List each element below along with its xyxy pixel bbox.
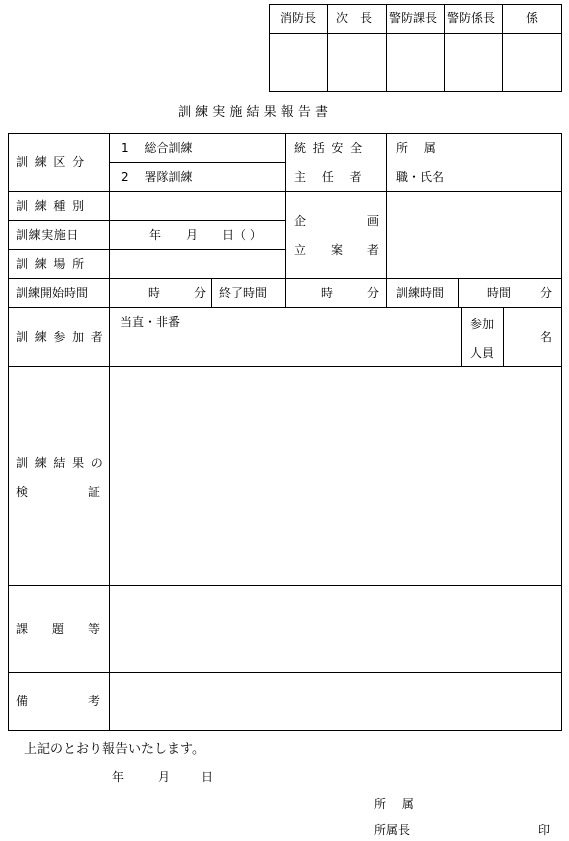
duration-minute-unit: 分 xyxy=(540,286,553,300)
remarks-field[interactable] xyxy=(110,673,561,730)
headcount-unit: 名 xyxy=(540,330,553,344)
footer-affiliation-label: 所 属 xyxy=(374,797,414,811)
approval-header-staff: 係 xyxy=(526,11,539,25)
stamp-cell-section-chief[interactable] xyxy=(387,34,444,91)
document-title: 訓 練 実 施 結 果 報 告 書 xyxy=(178,105,329,120)
start-time-minute-unit: 分 xyxy=(194,286,207,300)
issues-label-c: 等 xyxy=(88,622,101,636)
approval-header-fire-chief: 消防長 xyxy=(280,11,317,25)
verification-field[interactable] xyxy=(110,367,561,585)
training-location-label: 訓 練 場 所 xyxy=(16,257,86,271)
stamp-cell-unit-chief[interactable] xyxy=(445,34,502,91)
issues-field[interactable] xyxy=(110,586,561,672)
training-date-label: 訓練実施日 xyxy=(16,228,80,242)
training-type-field[interactable] xyxy=(110,192,285,220)
approval-header-deputy-chief: 次 長 xyxy=(336,11,373,25)
start-time-label: 訓練開始時間 xyxy=(16,286,89,300)
participants-value[interactable]: 当直・非番 xyxy=(120,315,181,329)
training-type-label: 訓 練 種 別 xyxy=(16,199,86,213)
issues-label-b: 題 xyxy=(52,622,65,636)
stamp-cell-deputy-chief[interactable] xyxy=(328,34,386,91)
training-date-day: 日（ ） xyxy=(222,228,262,242)
verification-label-line2b: 証 xyxy=(88,485,101,499)
start-time-hour-unit: 時 xyxy=(148,286,161,300)
safety-officer-label-line1: 統 括 安 全 xyxy=(294,141,364,155)
training-category-option-station[interactable]: 2 署隊訓練 xyxy=(121,170,193,184)
seal-mark[interactable]: 印 xyxy=(538,823,551,837)
headcount-label-line2: 人員 xyxy=(470,346,495,360)
remarks-label-a: 備 xyxy=(16,694,29,708)
duration-label: 訓練時間 xyxy=(396,286,445,300)
approval-header-section-chief: 警防課長 xyxy=(389,11,438,25)
headcount-label-line1: 参加 xyxy=(470,317,495,331)
training-category-option-general[interactable]: 1 総合訓練 xyxy=(121,141,193,155)
report-date-month: 月 xyxy=(158,770,171,784)
remarks-label-b: 考 xyxy=(88,694,101,708)
training-location-field[interactable] xyxy=(110,250,285,278)
position-name-label: 職・氏名 xyxy=(396,170,445,184)
planner-label-kikaku-2: 画 xyxy=(367,214,380,228)
report-date-year: 年 xyxy=(112,770,125,784)
training-date-month: 月 xyxy=(186,228,199,242)
training-category-label: 訓 練 区 分 xyxy=(16,155,86,169)
duration-hour-unit: 時間 xyxy=(487,286,512,300)
safety-officer-label-line2: 主 任 者 xyxy=(294,170,362,184)
planner-field[interactable] xyxy=(387,192,561,278)
affiliation-label: 所 属 xyxy=(396,141,436,155)
planner-label-ritsuan-1: 立 xyxy=(294,243,307,257)
stamp-cell-fire-chief[interactable] xyxy=(270,34,327,91)
issues-label-a: 課 xyxy=(16,622,29,636)
planner-label-ritsuan-2: 案 xyxy=(331,243,344,257)
approval-header-unit-chief: 警防係長 xyxy=(447,11,496,25)
verification-label-line2a: 検 xyxy=(16,485,29,499)
footer-chief-label: 所属長 xyxy=(374,823,411,837)
report-statement: 上記のとおり報告いたします。 xyxy=(24,742,205,757)
participants-label: 訓 練 参 加 者 xyxy=(16,330,105,344)
report-date-day: 日 xyxy=(201,770,214,784)
training-date-year: 年 xyxy=(149,228,162,242)
end-time-label: 終了時間 xyxy=(219,286,268,300)
end-time-minute-unit: 分 xyxy=(367,286,380,300)
planner-label-kikaku-1: 企 xyxy=(294,214,307,228)
verification-label-line1: 訓 練 結 果 の xyxy=(16,456,105,470)
stamp-cell-staff[interactable] xyxy=(503,34,561,91)
end-time-hour-unit: 時 xyxy=(321,286,334,300)
planner-label-ritsuan-3: 者 xyxy=(367,243,380,257)
